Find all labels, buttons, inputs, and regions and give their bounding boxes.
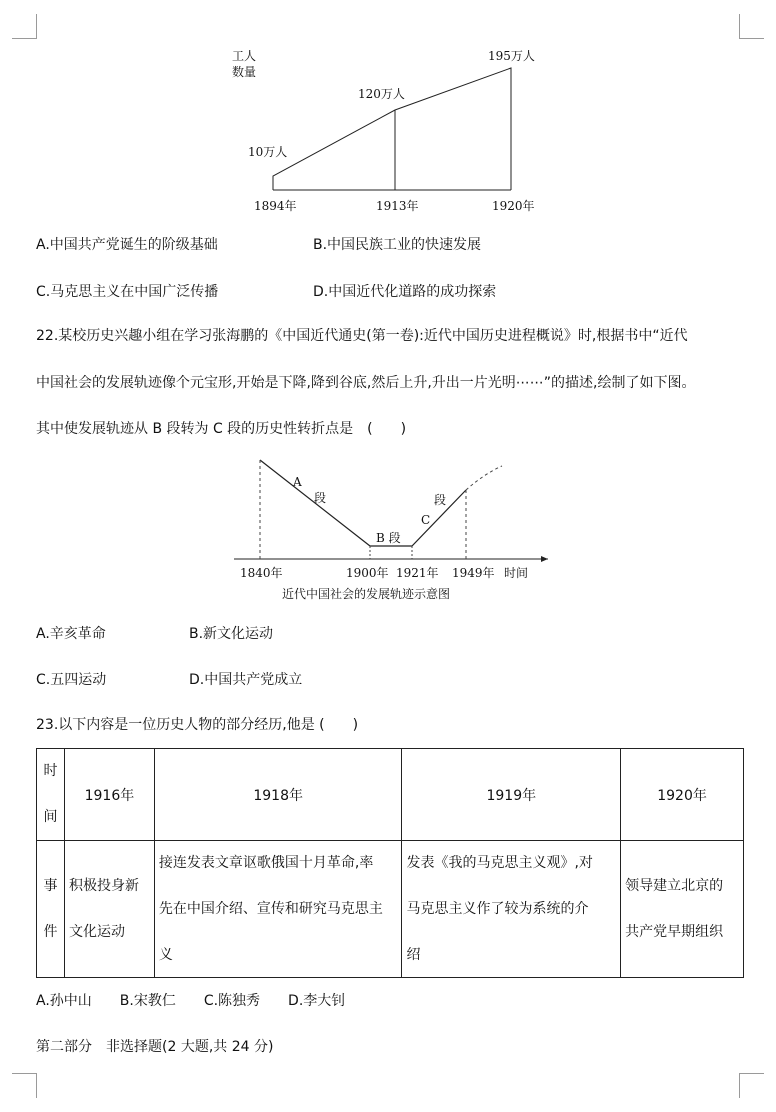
- year-1920: 1920年: [621, 749, 744, 841]
- q22-option-c: C.五四运动: [36, 672, 107, 688]
- fig2-tick-1921: 1921年: [396, 566, 439, 580]
- fig2-seg-c-letter: C: [421, 513, 431, 527]
- event-1920: 领导建立北京的 共产党早期组织: [621, 841, 744, 978]
- fig2-seg-a-text: 段: [314, 491, 327, 505]
- corner-mark-bottom-right: [739, 1073, 764, 1098]
- year-1918: 1918年: [154, 749, 402, 841]
- fig2-x-axis-label: 时间: [504, 566, 529, 580]
- q22-stem-line3: 其中使发展轨迹从 B 段转为 C 段的历史性转折点是 ( ): [36, 421, 407, 437]
- fig1-label-120: 120万人: [358, 87, 405, 101]
- event-1918: 接连发表文章讴歌俄国十月革命,率 先在中国介绍、宣传和研究马克思主 义: [154, 841, 402, 978]
- history-table: [36, 748, 744, 978]
- year-1919: 1919年: [402, 749, 621, 841]
- fig2-caption: 近代中国社会的发展轨迹示意图: [282, 587, 451, 601]
- fig2-seg-b: B 段: [376, 531, 401, 545]
- q22-option-a: A.辛亥革命: [36, 626, 106, 642]
- fig1-year-1920: 1920年: [492, 199, 535, 213]
- trajectory-figure: [226, 452, 560, 604]
- q23-options: A.孙中山 B.宋教仁 C.陈独秀 D.李大钊: [36, 993, 346, 1009]
- corner-mark-bottom-left: [12, 1073, 37, 1098]
- fig1-year-1913: 1913年: [376, 199, 419, 213]
- q23-stem: 23.以下内容是一位历史人物的部分经历,他是 ( ): [36, 717, 359, 733]
- year-1916: 1916年: [64, 749, 154, 841]
- fig2-seg-c-text: 段: [434, 493, 447, 507]
- worker-population-figure: [220, 40, 550, 220]
- fig1-year-1894: 1894年: [254, 199, 297, 213]
- header-event: 事 件: [37, 841, 65, 978]
- q22-option-d: D.中国共产党成立: [189, 672, 303, 688]
- corner-mark-top-left: [12, 14, 37, 39]
- fig1-ylabel-2: 数量: [232, 65, 257, 79]
- fig2-tick-1949: 1949年: [452, 566, 495, 580]
- table-row: [37, 749, 744, 841]
- q22-option-b: B.新文化运动: [189, 626, 274, 642]
- q21-option-a: A.中国共产党诞生的阶级基础: [36, 237, 218, 253]
- fig1-ylabel-1: 工人: [232, 49, 257, 63]
- q21-option-c: C.马克思主义在中国广泛传播: [36, 284, 219, 300]
- q21-option-d: D.中国近代化道路的成功探索: [313, 284, 497, 300]
- fig2-seg-a-letter: A: [293, 475, 302, 489]
- fig2-tick-1900: 1900年: [346, 566, 389, 580]
- section-two-heading: 第二部分 非选择题(2 大题,共 24 分): [36, 1039, 274, 1055]
- fig1-label-195: 195万人: [488, 49, 535, 63]
- corner-mark-top-right: [739, 14, 764, 39]
- event-1919: 发表《我的马克思主义观》,对 马克思主义作了较为系统的介 绍: [402, 841, 621, 978]
- q21-option-b: B.中国民族工业的快速发展: [313, 237, 482, 253]
- header-time: 时 间: [37, 749, 65, 841]
- q22-stem-line2: 中国社会的发展轨迹像个元宝形,开始是下降,降到谷底,然后上升,升出一片光明⋯⋯”的描述,绘制了如下图。: [36, 375, 696, 391]
- fig1-label-10: 10万人: [248, 145, 288, 159]
- q22-stem-line1: 22.某校历史兴趣小组在学习张海鹏的《中国近代通史(第一卷):近代中国历史进程概说》时,根据书中“近代: [36, 328, 688, 344]
- table-row: [37, 841, 744, 978]
- fig2-tick-1840: 1840年: [240, 566, 283, 580]
- event-1916: 积极投身新 文化运动: [64, 841, 154, 978]
